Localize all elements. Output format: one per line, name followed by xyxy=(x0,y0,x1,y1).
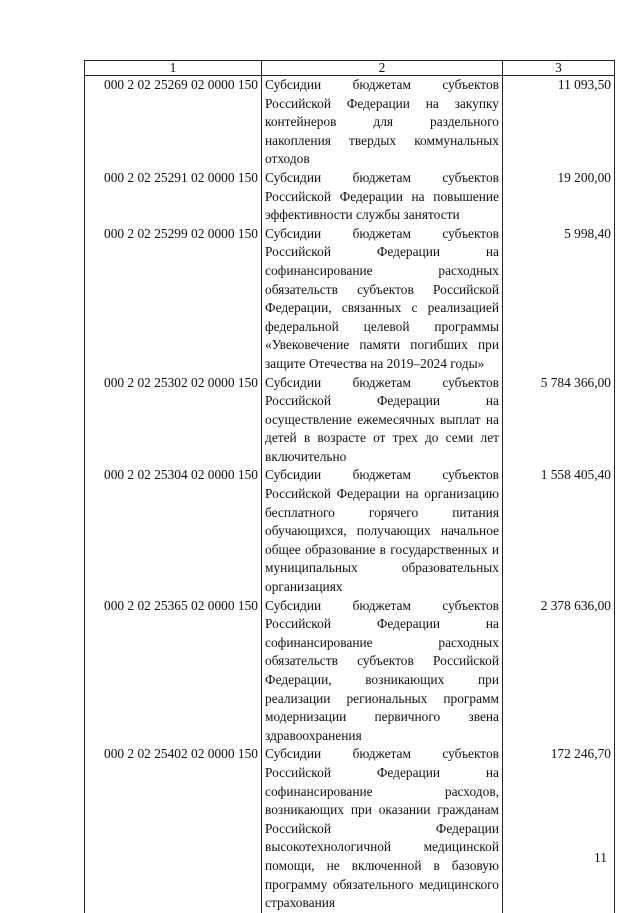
budget-revenue-table xyxy=(84,60,615,913)
budget-code-cell: 000 2 02 25269 02 0000 150 xyxy=(85,76,262,169)
amount-cell: 5 998,40 xyxy=(503,225,615,374)
column-header-code: 1 xyxy=(85,61,262,76)
description-cell: Субсидии бюджетам субъектов Российской Федерации на организацию бесплатного горячего питания обучающихся, получающих начальное общее образование в государственных и муниципальных образовательных организациях xyxy=(262,466,503,596)
description-cell: Субсидии бюджетам субъектов Российской Федерации на повышение эффективности службы занятости xyxy=(262,169,503,225)
description-cell: Субсидии бюджетам субъектов Российской Федерации на закупку контейнеров для раздельного накопления твердых коммунальных отходов xyxy=(262,76,503,169)
budget-code-cell: 000 2 02 25365 02 0000 150 xyxy=(85,597,262,746)
description-cell: Субсидии бюджетам субъектов Российской Федерации на софинансирование расходов, возникающих при оказании гражданам Российской Федерации высокотехнологичной медицинской помощи, не включенной в базовую программу обязательного медицинского страхования xyxy=(262,745,503,912)
table-row xyxy=(85,374,615,467)
budget-code-cell: 000 2 02 25291 02 0000 150 xyxy=(85,169,262,225)
table-row xyxy=(85,76,615,169)
table-row xyxy=(85,745,615,912)
table-row xyxy=(85,597,615,746)
page-number: 11 xyxy=(594,850,607,865)
budget-code-cell: 000 2 02 25299 02 0000 150 xyxy=(85,225,262,374)
amount-cell: 11 093,50 xyxy=(503,76,615,169)
description-cell: Субсидии бюджетам субъектов Российской Федерации на осуществление ежемесячных выплат на детей в возрасте от трех до семи лет включительно xyxy=(262,374,503,467)
table-row xyxy=(85,466,615,596)
column-header-amount: 3 xyxy=(503,61,615,76)
column-header-description: 2 xyxy=(262,61,503,76)
budget-code-cell: 000 2 02 25402 02 0000 150 xyxy=(85,745,262,912)
amount-cell: 172 246,70 xyxy=(503,745,615,912)
table-header-row xyxy=(85,61,615,76)
description-cell: Субсидии бюджетам субъектов Российской Федерации на софинансирование расходных обязательств субъектов Российской Федерации, связанных с реализацией федеральной целевой программы «Увековечение памяти погибших при защите Отечества на 2019–2024 годы» xyxy=(262,225,503,374)
table-row xyxy=(85,169,615,225)
amount-cell: 5 784 366,00 xyxy=(503,374,615,467)
description-cell: Субсидии бюджетам субъектов Российской Федерации на софинансирование расходных обязательств субъектов Российской Федерации, возникающих при реализации региональных программ модернизации первичного звена здравоохранения xyxy=(262,597,503,746)
amount-cell: 2 378 636,00 xyxy=(503,597,615,746)
table-row xyxy=(85,225,615,374)
amount-cell: 1 558 405,40 xyxy=(503,466,615,596)
budget-code-cell: 000 2 02 25302 02 0000 150 xyxy=(85,374,262,467)
amount-cell: 19 200,00 xyxy=(503,169,615,225)
budget-code-cell: 000 2 02 25304 02 0000 150 xyxy=(85,466,262,596)
